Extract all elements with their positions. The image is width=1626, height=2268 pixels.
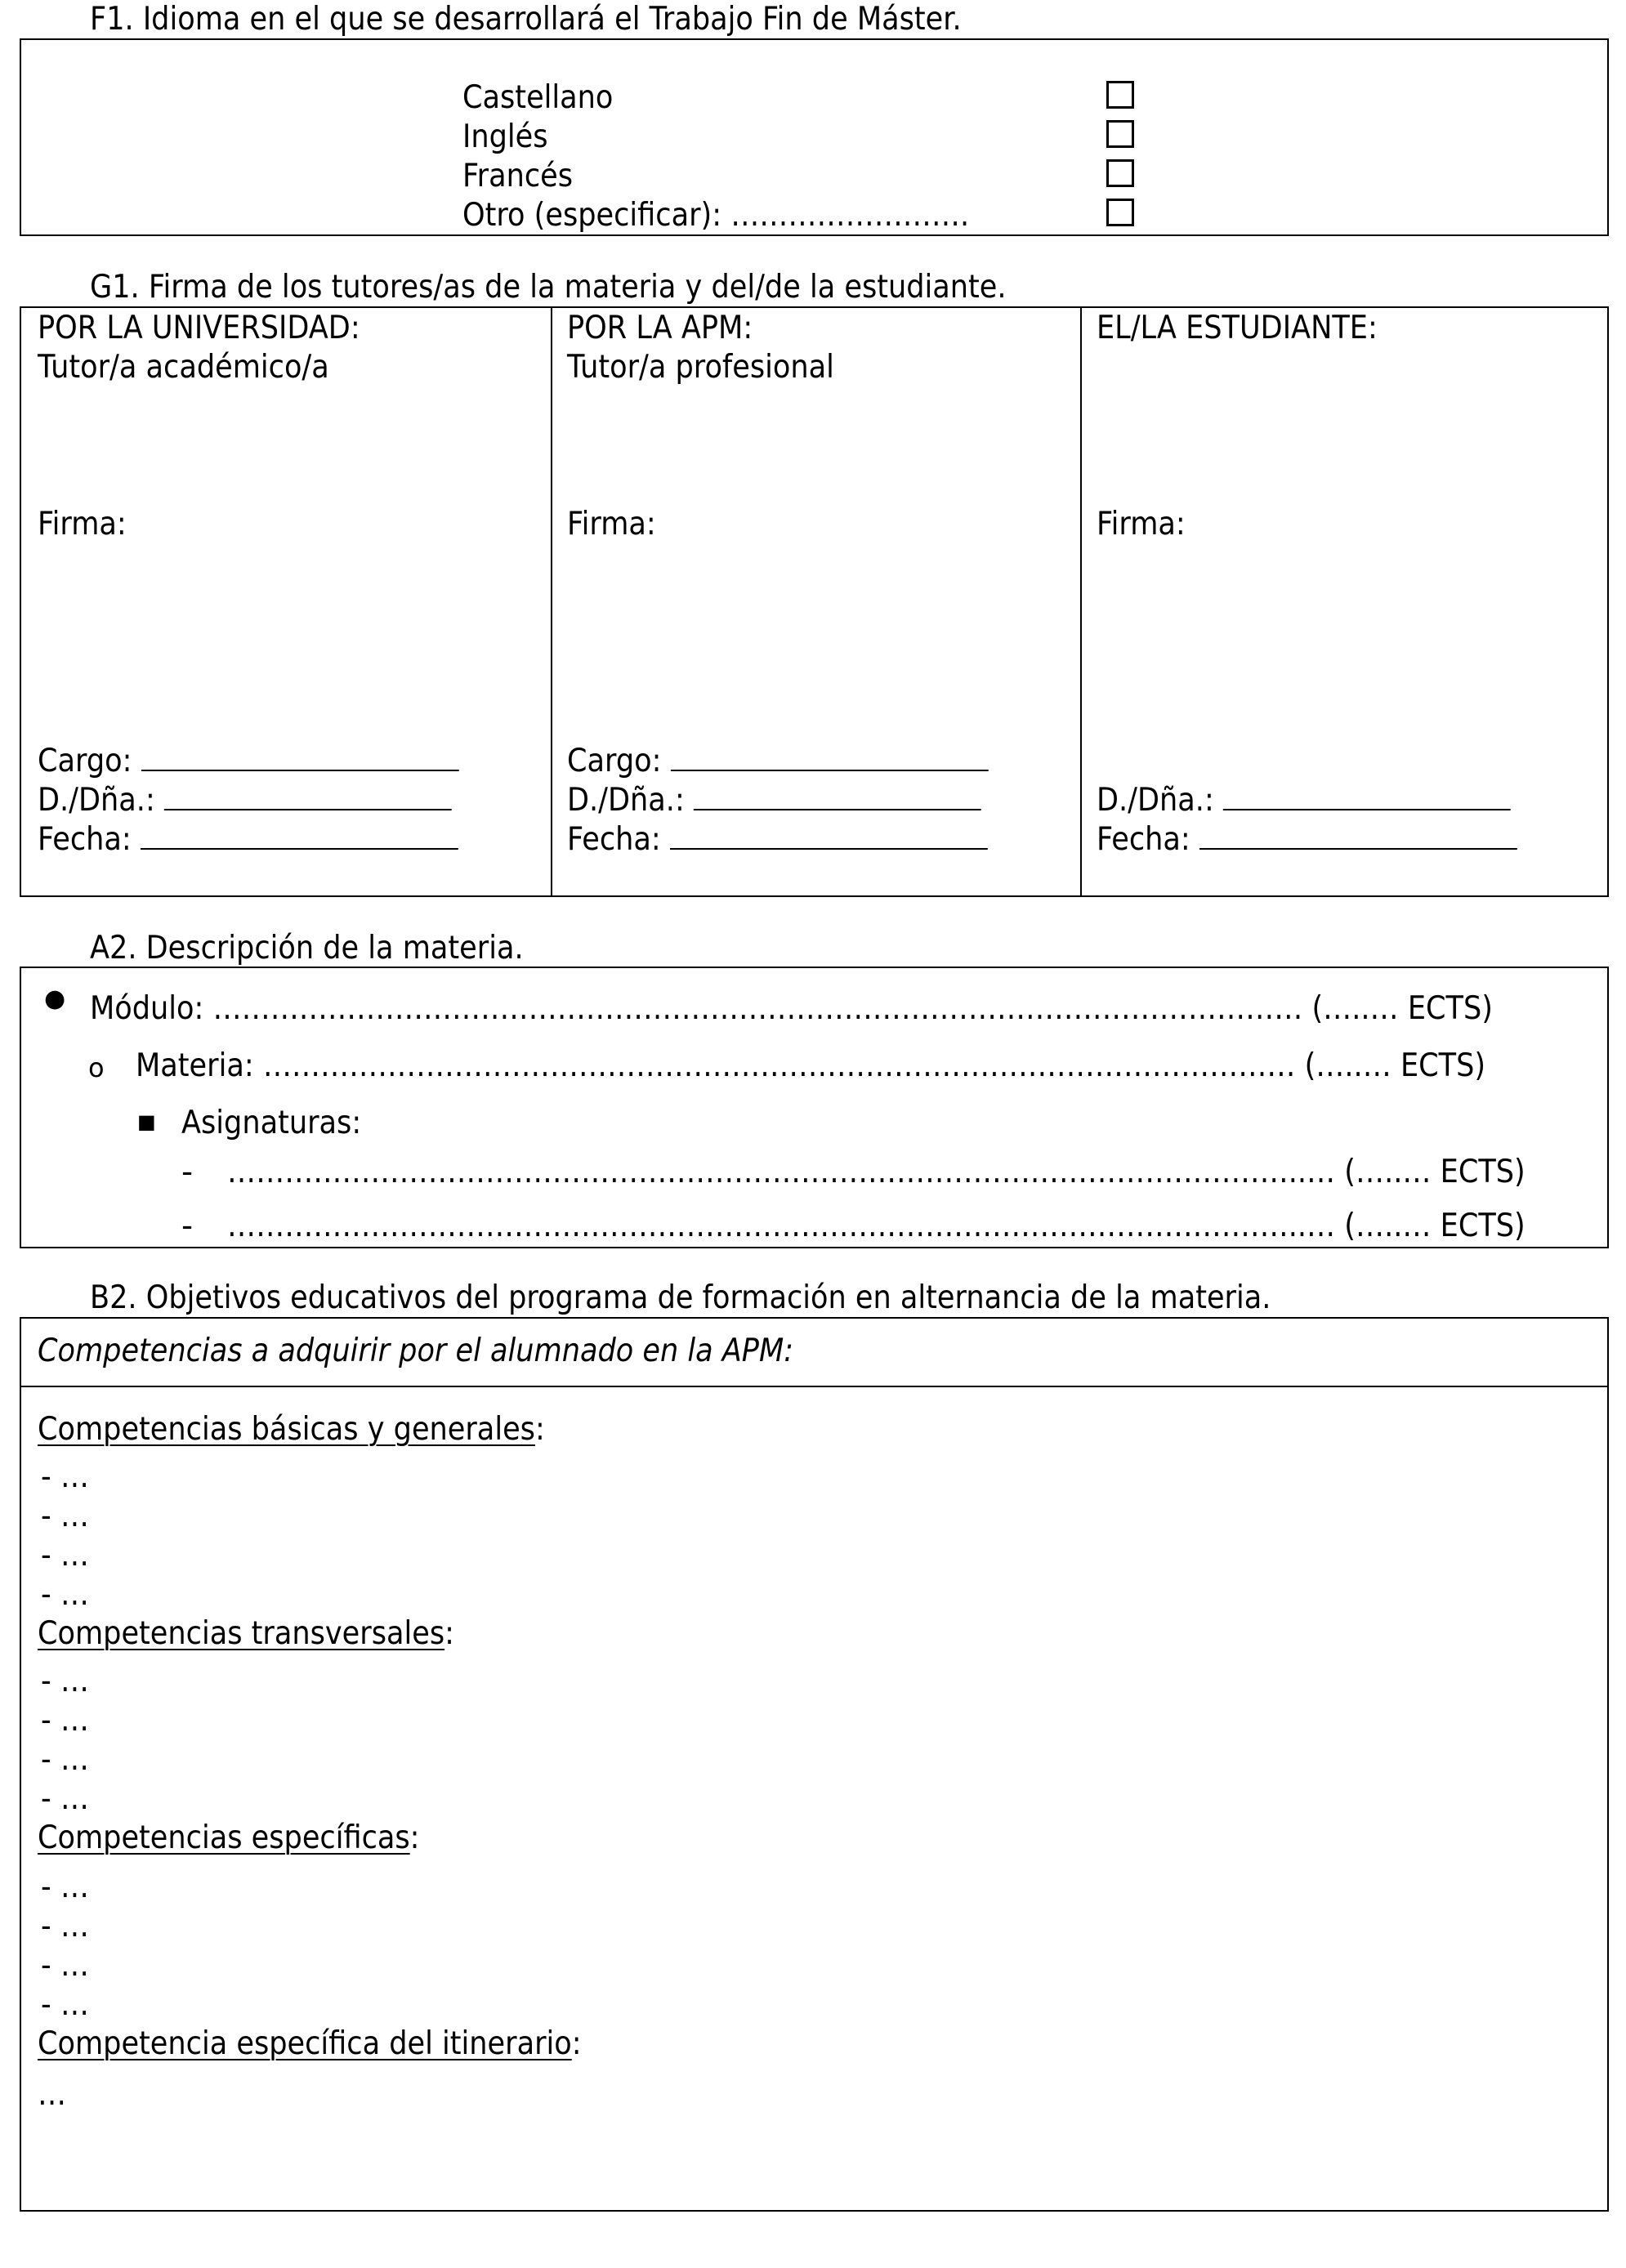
student-header: EL/LA ESTUDIANTE: <box>1097 310 1378 346</box>
column-divider <box>551 308 552 895</box>
option-ingles-label: Inglés <box>462 118 548 155</box>
bullet-square-icon: ■ <box>137 1110 156 1133</box>
bullet-disc-icon: ● <box>44 984 66 1013</box>
checkbox-frances[interactable] <box>1106 159 1134 187</box>
subject-description-box <box>20 967 1609 1248</box>
competency-group-heading: Competencias específicas: <box>38 1819 420 1856</box>
competency-item: - … <box>41 1702 89 1739</box>
section-g1-title: G1. Firma de los tutores/as de la materia y del/de la estudiante. <box>90 269 1007 306</box>
subject-line: Materia: ……………………………………………………………………………………………… (…..… ECTS) <box>136 1047 1486 1084</box>
university-header: POR LA UNIVERSIDAD: <box>38 310 360 346</box>
course-line: …………………………………………………………………………………………………..… (…..… ECTS) <box>227 1154 1525 1190</box>
option-otro-label: Otro (especificar): ……………………. <box>462 197 970 234</box>
name-label: D./Dña.: <box>567 782 685 819</box>
column-divider <box>1080 308 1082 895</box>
signature-label: Firma: <box>1097 506 1186 542</box>
signature-table <box>20 306 1609 897</box>
competency-group-heading: Competencias transversales: <box>38 1615 454 1652</box>
language-box <box>20 38 1609 236</box>
cargo-label: Cargo: <box>38 743 132 779</box>
courses-label: Asignaturas: <box>181 1105 362 1141</box>
competencies-header: Competencias a adquirir por el alumnado en la APM: <box>38 1333 794 1369</box>
bullet-circle-icon: o <box>88 1052 105 1083</box>
option-frances-label: Francés <box>462 158 574 194</box>
name-field[interactable] <box>38 779 452 820</box>
name-label: D./Dña.: <box>38 782 155 819</box>
competency-item: - … <box>41 1537 89 1574</box>
dash-icon: - <box>181 1208 194 1244</box>
module-line: Módulo: …………………………………………………………………………………………………… (…..… ECTS) <box>90 990 1493 1027</box>
cargo-field[interactable] <box>38 740 458 781</box>
signature-label: Firma: <box>567 506 656 542</box>
name-field[interactable] <box>567 779 981 820</box>
date-field[interactable] <box>38 819 458 859</box>
competency-item: - … <box>41 1498 89 1534</box>
competencies-box <box>20 1317 1609 2212</box>
checkbox-castellano[interactable] <box>1106 81 1134 109</box>
competency-group-heading: Competencia específica del itinerario: <box>38 2025 582 2062</box>
section-a2-title: A2. Descripción de la materia. <box>90 930 524 967</box>
option-castellano-label: Castellano <box>462 79 614 116</box>
header-divider <box>21 1386 1607 1387</box>
name-label: D./Dña.: <box>1097 782 1214 819</box>
date-field[interactable] <box>567 819 988 859</box>
date-label: Fecha: <box>567 821 661 858</box>
competency-group-heading: Competencias básicas y generales: <box>38 1411 545 1448</box>
competency-item: - … <box>41 1947 89 1984</box>
cargo-label: Cargo: <box>567 743 662 779</box>
checkbox-ingles[interactable] <box>1106 120 1134 148</box>
name-field[interactable] <box>1097 779 1511 820</box>
signature-label: Firma: <box>38 506 127 542</box>
date-label: Fecha: <box>38 821 132 858</box>
academic-tutor-label: Tutor/a académico/a <box>38 349 329 386</box>
date-label: Fecha: <box>1097 821 1190 858</box>
itinerary-text: … <box>38 2076 67 2113</box>
section-f1-title: F1. Idioma en el que se desarrollará el Trabajo Fin de Máster. <box>90 1 962 38</box>
competency-item: - … <box>41 1741 89 1778</box>
date-field[interactable] <box>1097 819 1517 859</box>
competency-item: - … <box>41 1908 89 1944</box>
competency-item: - … <box>41 1868 89 1905</box>
competency-item: - … <box>41 1663 89 1699</box>
apm-header: POR LA APM: <box>567 310 753 346</box>
cargo-field[interactable] <box>567 740 988 781</box>
competency-item: - … <box>41 1576 89 1613</box>
competency-item: - … <box>41 1780 89 1817</box>
professional-tutor-label: Tutor/a profesional <box>567 349 834 386</box>
checkbox-otro[interactable] <box>1106 199 1134 226</box>
competency-item: - … <box>41 1986 89 2023</box>
dash-icon: - <box>181 1154 194 1190</box>
section-b2-title: B2. Objetivos educativos del programa de formación en alternancia de la materia. <box>90 1279 1271 1316</box>
course-line: …………………………………………………………………………………………………..… (…..… ECTS) <box>227 1208 1525 1244</box>
competency-item: - … <box>41 1458 89 1495</box>
